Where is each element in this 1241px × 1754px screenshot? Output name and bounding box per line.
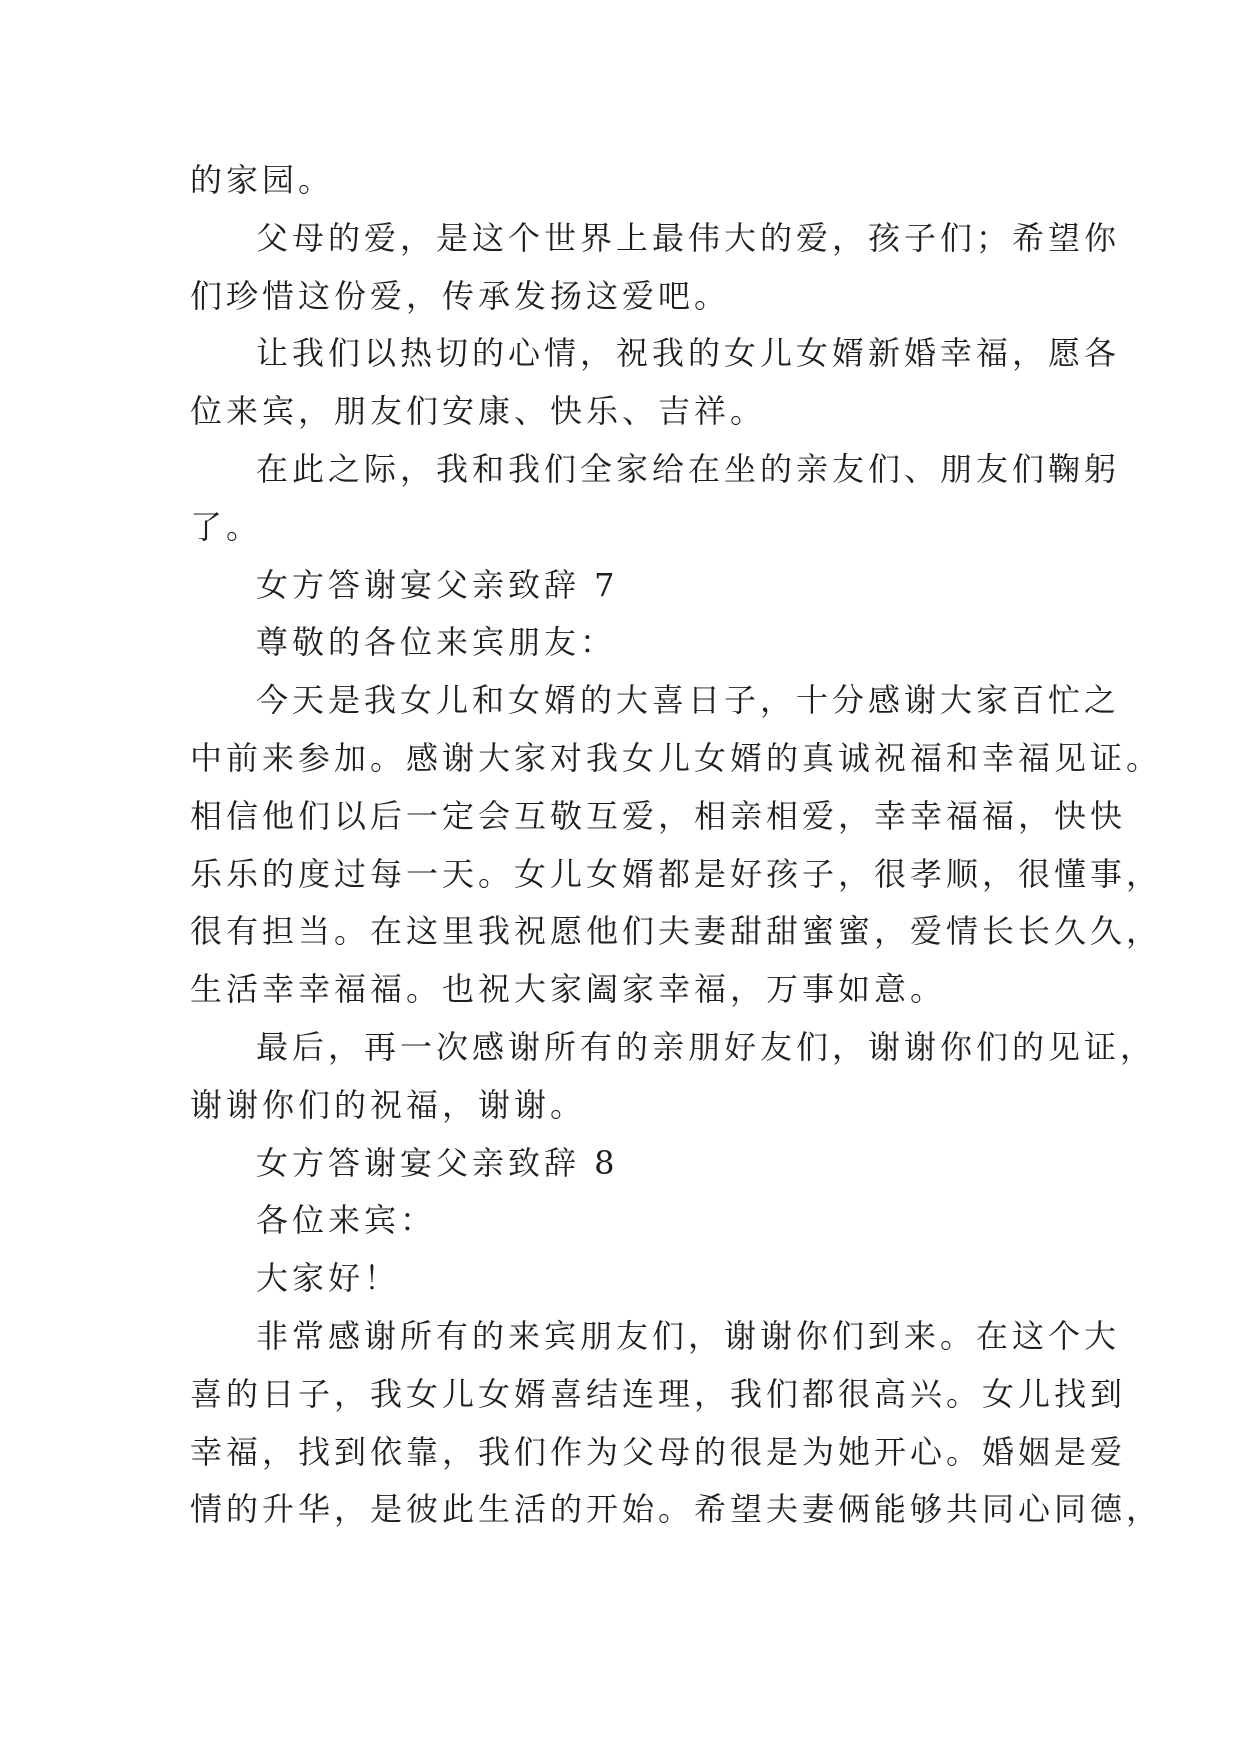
paragraph-start: 在此之际，我和我们全家给在坐的亲友们、朋友们鞠躬: [256, 449, 1121, 488]
text-line: 很有担当。在这里我祝愿他们夫妻甜甜蜜蜜，爱情长长久久，: [190, 912, 1163, 951]
section-title-8: 女方答谢宴父亲致辞 8: [256, 1143, 619, 1182]
text-line: 喜的日子，我女儿女婿喜结连理，我们都很高兴。女儿找到: [190, 1374, 1127, 1413]
text-line: 位来宾，朋友们安康、快乐、吉祥。: [190, 392, 767, 431]
document-body: [190, 152, 1163, 1539]
text-line: 相信他们以后一定会互敬互爱，相亲相爱，幸幸福福，快快: [190, 796, 1127, 835]
text-line: 谢谢你们的祝福，谢谢。: [190, 1085, 587, 1124]
paragraph-start: 让我们以热切的心情，祝我的女儿女婿新婚幸福，愿各: [256, 334, 1121, 373]
text-line: 生活幸幸福福。也祝大家阖家幸福，万事如意。: [190, 970, 947, 1009]
text-line: 乐乐的度过每一天。女儿女婿都是好孩子，很孝顺，很懂事，: [190, 854, 1163, 893]
salutation: 各位来宾：: [256, 1201, 437, 1240]
text-line: 幸福，找到依靠，我们作为父母的很是为她开心。婚姻是爱: [190, 1432, 1127, 1471]
text-line: 情的升华，是彼此生活的开始。希望夫妻俩能够共同心同德，: [190, 1490, 1163, 1529]
text-line: 的家园。: [190, 161, 335, 199]
text-line: 们珍惜这份爱，传承发扬这爱吧。: [190, 276, 731, 315]
paragraph-start: 父母的爱，是这个世界上最伟大的爱，孩子们；希望你: [256, 218, 1121, 257]
text-line: 中前来参加。感谢大家对我女儿女婿的真诚祝福和幸福见证。: [190, 738, 1163, 777]
text-line: 了。: [190, 507, 263, 546]
salutation: 尊敬的各位来宾朋友：: [256, 623, 617, 662]
section-title-7: 女方答谢宴父亲致辞 7: [256, 565, 619, 604]
paragraph-start: 最后，再一次感谢所有的亲朋好友们，谢谢你们的见证，: [256, 1027, 1157, 1066]
paragraph-start: 非常感谢所有的来宾朋友们，谢谢你们到来。在这个大: [256, 1316, 1121, 1355]
paragraph-start: 今天是我女儿和女婿的大喜日子，十分感谢大家百忙之: [256, 681, 1121, 720]
greeting: 大家好！: [256, 1259, 401, 1298]
